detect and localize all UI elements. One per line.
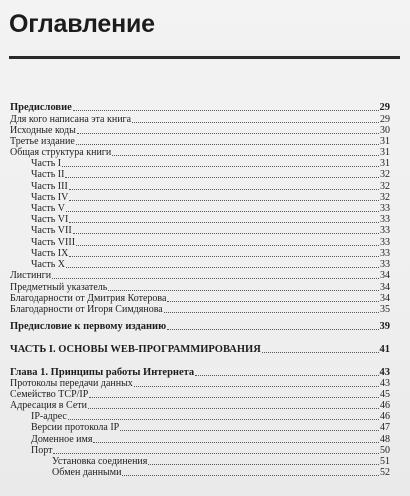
toc-entry-title: Порт [31,445,53,456]
toc-entry [52,466,390,478]
toc-entry-page-number: 29 [379,102,390,113]
toc-entry-page-number: 41 [379,344,390,355]
toc-entry-page-number: 46 [380,411,390,422]
toc-entry-title: Благодарности от Игоря Симдянова [10,304,163,315]
toc-entry [31,168,390,180]
toc-entry-page-number: 43 [380,378,390,389]
toc-entry-page-number: 47 [380,422,390,433]
dot-leader [52,278,379,279]
dot-leader [69,256,379,257]
toc-entry-title: Обмен данными [52,467,122,478]
dot-leader [167,301,379,302]
toc-entry-title: Протоколы передачи данных [10,378,133,389]
toc-entry-title: Часть IV [31,192,69,203]
dot-leader [148,464,379,465]
toc-entry-page-number: 29 [380,114,390,125]
dot-leader [93,442,379,443]
toc-entry-page-number: 33 [380,237,390,248]
toc-entry-page-number: 32 [380,181,390,192]
toc-entry-page-number: 48 [380,434,390,445]
toc-entry-title: IP-адрес [31,411,67,422]
dot-leader [77,133,379,134]
dot-leader [69,200,379,201]
toc-entry-title: Благодарности от Дмитрия Котерова [10,293,167,304]
dot-leader [195,375,378,376]
toc-entry-page-number: 35 [380,304,390,315]
dot-leader [76,245,379,246]
dot-leader [69,189,379,190]
toc-entry-title: Установка соединения [52,456,148,467]
toc-entry-page-number: 32 [380,192,390,203]
dot-leader [68,419,379,420]
toc-entry-title: Предметный указатель [10,282,108,293]
toc-entry-title: Часть III [31,181,68,192]
toc-entry-title: Для кого написана эта книга [10,114,132,125]
dot-leader [134,386,379,387]
page-title: Оглавление [9,10,155,38]
toc-entry-page-number: 34 [380,293,390,304]
toc-entry-page-number: 33 [380,259,390,270]
toc-entry-page-number: 50 [380,445,390,456]
dot-leader [53,453,379,454]
dot-leader [122,475,379,476]
dot-leader [66,267,379,268]
toc-entry-page-number: 33 [380,214,390,225]
toc-entry-title: Часть II [31,169,65,180]
toc-entry [10,269,390,281]
toc-entry-title: Семейство TCP/IP [10,389,89,400]
toc-entry-page-number: 34 [380,282,390,293]
toc-entry-page-number: 51 [380,456,390,467]
dot-leader [120,430,379,431]
toc-entry-page-number: 46 [380,400,390,411]
toc-entry-title: Глава 1. Принципы работы Интернета [10,367,195,378]
dot-leader [73,110,379,111]
toc-entry-page-number: 33 [380,203,390,214]
toc-entry-page-number: 43 [379,367,390,378]
toc-entry-title: Предисловие к первому изданию [10,321,167,332]
dot-leader [108,290,379,291]
toc-entry [31,421,390,433]
toc-entry-title: Часть VII [31,225,72,236]
toc-entry-title: Часть IX [31,248,69,259]
dot-leader [88,408,379,409]
dot-leader [69,222,379,223]
dot-leader [164,312,379,313]
toc-entry-title: Листинги [10,270,52,281]
dot-leader [76,144,379,145]
toc-entry [10,320,390,332]
toc-entry [10,101,390,113]
toc-entry-title: Адресация в Сети [10,400,87,411]
toc-entry-title: Доменное имя [31,434,93,445]
dot-leader [65,177,379,178]
dot-leader [89,397,379,398]
toc-entry [10,303,390,315]
toc-entry-title: ЧАСТЬ I. ОСНОВЫ WEB-ПРОГРАММИРОВАНИЯ [10,344,261,355]
dot-leader [262,352,379,353]
toc-entry-page-number: 52 [380,467,390,478]
toc-entry-page-number: 34 [380,270,390,281]
toc-entry-page-number: 33 [380,248,390,259]
toc-entry-page-number: 31 [380,158,390,169]
toc-entry-title: Часть I [31,158,62,169]
toc-entry-title: Часть X [31,259,66,270]
toc-entry-page-number: 32 [380,169,390,180]
dot-leader [62,166,379,167]
toc-entry-title: Версии протокола IP [31,422,120,433]
toc-entry-title: Третье издание [10,136,75,147]
toc-entry-page-number: 33 [380,225,390,236]
toc-entry [10,343,390,355]
dot-leader [66,211,379,212]
dot-leader [112,155,379,156]
dot-leader [73,233,379,234]
toc-entry-title: Общая структура книги [10,147,112,158]
toc-entry-page-number: 31 [380,147,390,158]
toc-entry-title: Часть VIII [31,237,76,248]
toc-entry-page-number: 39 [379,321,390,332]
toc-entry-title: Предисловие [10,102,72,113]
toc-entry-page-number: 30 [380,125,390,136]
toc-entry [31,224,390,236]
toc-entry-page-number: 31 [380,136,390,147]
toc-entry-title: Исходные коды [10,125,76,136]
toc-entry-title: Часть V [31,203,66,214]
toc-entry-title: Часть VI [31,214,69,225]
dot-leader [132,122,379,123]
toc-entry-page-number: 45 [380,389,390,400]
dot-leader [167,329,378,330]
